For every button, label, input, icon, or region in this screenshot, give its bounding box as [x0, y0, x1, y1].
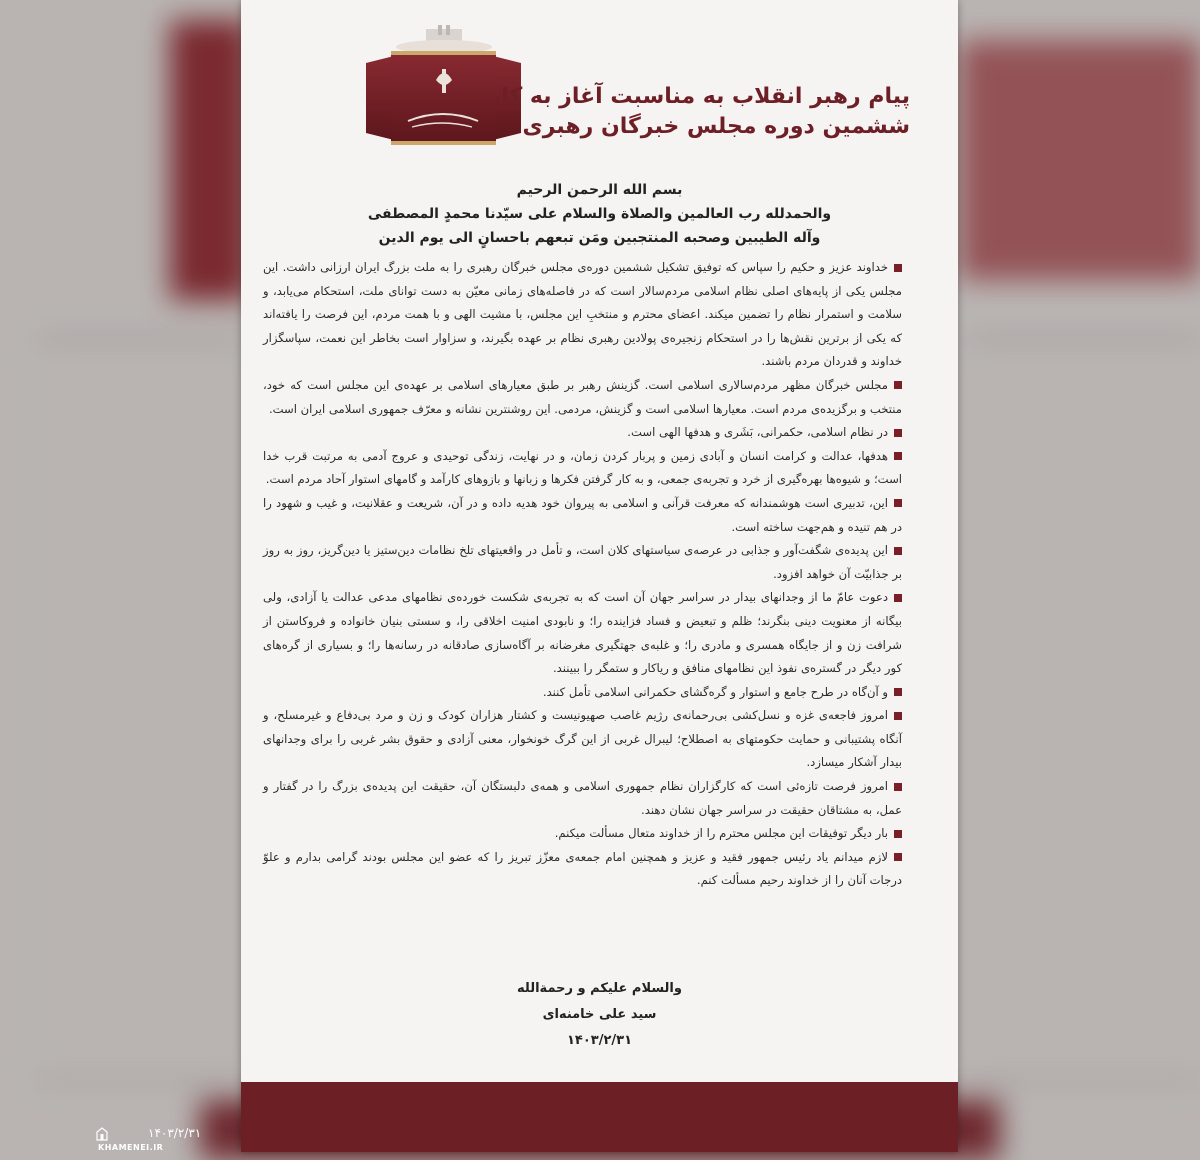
signature: سید علی خامنه‌ای: [542, 1007, 657, 1022]
paragraph-text: لازم میدانم یاد رئیس جمهور فقید و عزیز و همچنین امام جمعه‌ی معزّز تبریز را که عضو این مجلس بودند گرامی بدارم و علوّ درجات آنان را از خداوند رحیم مسألت کنم.: [263, 849, 902, 888]
footer-bar: [241, 1082, 958, 1152]
paragraph: [263, 704, 906, 775]
paragraph: [263, 374, 906, 421]
paragraph-text: این، تدبیری است هوشمندانه که معرفت قرآنی و اسلامی به پیروان خود هدیه داده و در آن، شریعت و عقلانیت، و غیب و شهود را در هم تنیده و هم‌جهت ساخته است.: [263, 495, 902, 534]
message-body: [263, 256, 906, 893]
paragraph-text: امروز فاجعه‌ی غزه و نسل‌کشی بی‌رحمانه‌ی رژیم غاصب صهیونیست و کشتار هزاران کودک و زن و مرد بی‌دفاع و غیرمسلح، و آنگاه پشتیبانی و حمایت حکومتهای به اصطلاح؛ لیبرال غربی از این گرگ خونخوار، معنی آزادی و حقوق بشر غربی را برای وجدانهای بیدار آشکار میسازد.: [263, 708, 902, 770]
title-line-1: پیام رهبر انقلاب به مناسبت آغاز به کار: [488, 84, 910, 109]
paragraph: [263, 256, 906, 374]
blurred-background-left: [170, 20, 250, 300]
paragraph: [263, 586, 906, 680]
bullet-square-icon: [894, 830, 902, 838]
paragraph: [263, 846, 906, 893]
bullet-square-icon: [894, 499, 902, 507]
paragraph-text: مجلس خبرگان مظهر مردم‌سالاری اسلامی است. گزینش رهبر بر طبق معیارهای اسلامی بر عهده‌ی این مجلس است که خود، منتخب و برگزیده‌ی مردم است. معیارها اسلامی است و گزینش، مردمی. این روشنترین نشانه و معرّف جمهوری اسلامی ایران است.: [263, 377, 902, 416]
paragraph-text: بار دیگر توفیقات این مجلس محترم را از خداوند متعال مسألت میکنم.: [554, 826, 888, 841]
closing-date: ۱۴۰۳/۲/۳۱: [566, 1033, 633, 1048]
bullet-square-icon: [894, 452, 902, 460]
paragraph-text: در نظام اسلامی، حکمرانی، بَشَری و هدفها الهی است.: [627, 425, 888, 440]
opening-line-1: بسم الله الرحمن الرحیم: [516, 182, 683, 198]
bullet-square-icon: [894, 547, 902, 555]
paragraph: [263, 681, 906, 705]
paragraph: [263, 421, 906, 445]
paragraph-text: و آن‌گاه در طرح جامع و استوار و گره‌گشای حکمرانی اسلامی تأمل کنند.: [542, 684, 888, 699]
paragraph-text: خداوند عزیز و حکیم را سپاس که توفیق تشکیل ششمین دوره‌ی مجلس خبرگان رهبری را به ملت بزرگ ایران ارزانی داشت. این مجلس یکی از پایه‌های اصلی نظام اسلامی مردم‌سالار است که در فاصله‌های زمانی معیّن به دست توانای ملت، استحکام می‌یابد، و سلامت و استمرار نظام را تضمین میکند. اعضای محترم و منتخبِ این مجلس، با مشیت الهی و با همت مردم، این فرصت را یافته‌اند که یکی از برترین نقش‌ها را در استحکام زنجیره‌ی پولادین رهبری نظام بر عهده بگیرند، و سزاوار است بخاطر این نعمت، سپاسگزار خداوند و قدردان مردم باشند.: [263, 260, 902, 369]
bullet-square-icon: [894, 783, 902, 791]
page-title: [488, 82, 910, 142]
khamenei-logo-icon: [96, 1127, 108, 1141]
opening-line-3: وآله الطیبین وصحبه المنتجبین ومَن تبعهم باحسانٍ الی یوم الدین: [378, 230, 821, 246]
closing-salutation: والسلام علیکم و رحمة‌الله: [517, 981, 682, 996]
message-document: [241, 0, 958, 1152]
paragraph: [263, 492, 906, 539]
opening-invocation: [241, 178, 958, 250]
blurred-text-right: [970, 340, 1200, 1080]
paragraph-text: دعوت عامّ ما از وجدانهای بیدار در سراسر جهان آن است که به تجربه‌ی شکست خورده‌ی نظامهای مدعی عدالت یا آزادی، ولی بیگانه از معنویت دینی بنگرند؛ ظلم و تبعیض و فساد فزاینده را؛ و نابودی امنیت اخلاقی را، و سستی بنیان خانواده و فروکاستن از شرافت زن و از جایگاه همسری و مادری را؛ و غلبه‌ی جهتگیری مغرضانه بر آگاه‌سازی صادقانه در رسانه‌ها را؛ و بسیاری از گره‌های کور دیگر در گستره‌ی نفوذ این نظامهای منافق و ریاکار و ستمگر را ببینند.: [263, 590, 902, 676]
bullet-square-icon: [894, 264, 902, 272]
bullet-square-icon: [894, 712, 902, 720]
paragraph-text: این پدیده‌ی شگفت‌آور و جذابی در عرصه‌ی سیاستهای کلان است، و تأمل در واقعیتهای تلخ نظامات دین‌ستیز یا دین‌گریز، روز به روز بر جذابیّت آن خواهد افزود.: [263, 543, 902, 581]
bullet-square-icon: [894, 853, 902, 861]
bullet-square-icon: [894, 381, 902, 389]
blurred-background-right: [960, 40, 1200, 280]
footer-site-link[interactable]: KHAMENEI.IR: [98, 1143, 164, 1152]
paragraph: [263, 445, 906, 492]
bullet-square-icon: [894, 594, 902, 602]
opening-line-2: والحمدلله رب العالمین والصلاة والسلام علی سیّدنا محمدٍ المصطفی: [367, 206, 832, 222]
bullet-square-icon: [894, 429, 902, 437]
footer-date: ۱۴۰۳/۲/۳۱: [148, 1126, 202, 1140]
paragraph: [263, 822, 906, 846]
paragraph-text: هدفها، عدالت و کرامت انسان و آبادی زمین و پربار کردن زمان، و در نهایت، زندگی توحیدی و عروج آدمی به مرتبت قرب خدا است؛ و شیوه‌ها بهره‌گیری از خرد و تجربه‌ی جمعی، و به کار گرفتن فکرها و زبانها و بازوهای کارآمد و گامهای استوار آحاد مردم است.: [263, 448, 902, 487]
blurred-text-left: [40, 340, 240, 1080]
bullet-square-icon: [894, 688, 902, 696]
paragraph: [263, 539, 906, 586]
paragraph: [263, 775, 906, 822]
closing-block: [241, 976, 958, 1054]
paragraph-text: امروز فرصت تازه‌ئی است که کارگزاران نظام جمهوری اسلامی و همه‌ی دلبستگان آن، حقیقت این پدیده‌ی بزرگ را در گفتار و عمل، به مشتاقان حقیقت در سراسر جهان نشان دهند.: [263, 779, 902, 817]
title-line-2: ششمین دوره مجلس خبرگان رهبری: [522, 114, 910, 139]
